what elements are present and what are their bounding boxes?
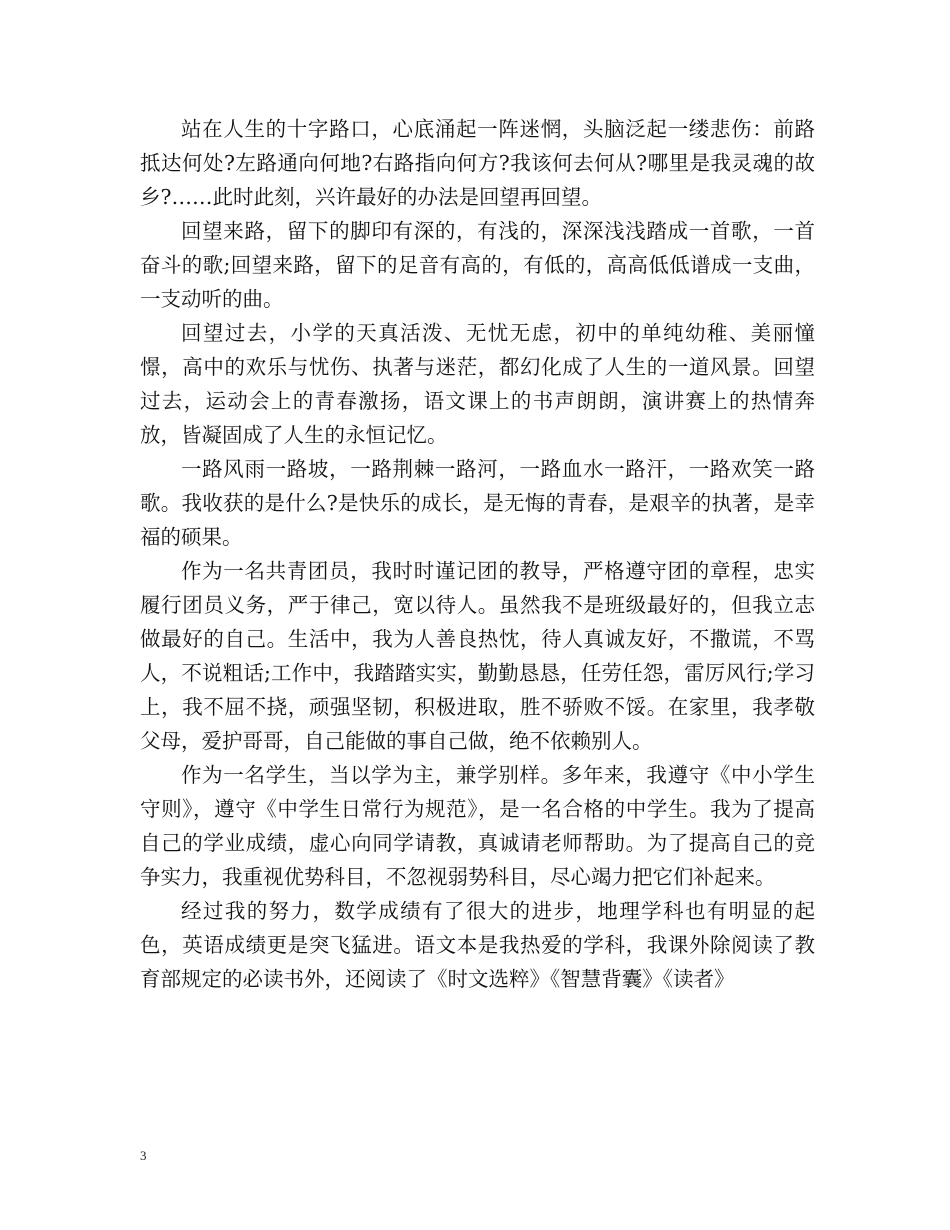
paragraph-2: 回望来路，留下的脚印有深的，有浅的，深深浅浅踏成一首歌，一首奋斗的歌;回望来路，留下的足音有高的，有低的，高高低低谱成一支曲，一支动听的曲。 — [140, 219, 815, 311]
paragraph-6: 作为一名学生，当以学为主，兼学别样。多年来，我遵守《中小学生守则》，遵守《中学生日常行为规范》，是一名合格的中学生。我为了提高自己的学业成绩，虚心向同学请教，真诚请老师帮助。为了提高自己的竞争实力，我重视优势科目，不忽视弱势科目，尽心竭力把它们补起来。 — [140, 763, 815, 889]
document-body — [140, 112, 815, 996]
paragraph-4: 一路风雨一路坡，一路荆棘一路河，一路血水一路汗，一路欢笑一路歌。我收获的是什么?是快乐的成长，是无悔的青春，是艰辛的执著，是幸福的硕果。 — [140, 457, 815, 549]
paragraph-3: 回望过去，小学的天真活泼、无忧无虑，初中的单纯幼稚、美丽憧憬，高中的欢乐与忧伤、执著与迷茫，都幻化成了人生的一道风景。回望过去，运动会上的青春激扬，语文课上的书声朗朗，演讲赛上的热情奔放，皆凝固成了人生的永恒记忆。 — [140, 321, 815, 447]
paragraph-7: 经过我的努力，数学成绩有了很大的进步，地理学科也有明显的起色，英语成绩更是突飞猛进。语文本是我热爱的学科，我课外除阅读了教育部规定的必读书外，还阅读了《时文选粹》《智慧背囊》《读者》 — [140, 899, 815, 991]
page-number: 3 — [140, 1148, 147, 1163]
paragraph-5: 作为一名共青团员，我时时谨记团的教导，严格遵守团的章程，忠实履行团员义务，严于律己，宽以待人。虽然我不是班级最好的，但我立志做最好的自己。生活中，我为人善良热忱，待人真诚友好，不撒谎，不骂人，不说粗话;工作中，我踏踏实实，勤勤恳恳，任劳任怨，雷厉风行;学习上，我不屈不挠，顽强坚韧，积极进取，胜不骄败不馁。在家里，我孝敬父母，爱护哥哥，自己能做的事自己做，绝不依赖别人。 — [140, 559, 815, 753]
paragraph-1: 站在人生的十字路口，心底涌起一阵迷惘，头脑泛起一缕悲伤：前路抵达何处?左路通向何地?右路指向何方?我该何去何从?哪里是我灵魂的故乡?……此时此刻，兴许最好的办法是回望再回望。 — [140, 117, 815, 209]
